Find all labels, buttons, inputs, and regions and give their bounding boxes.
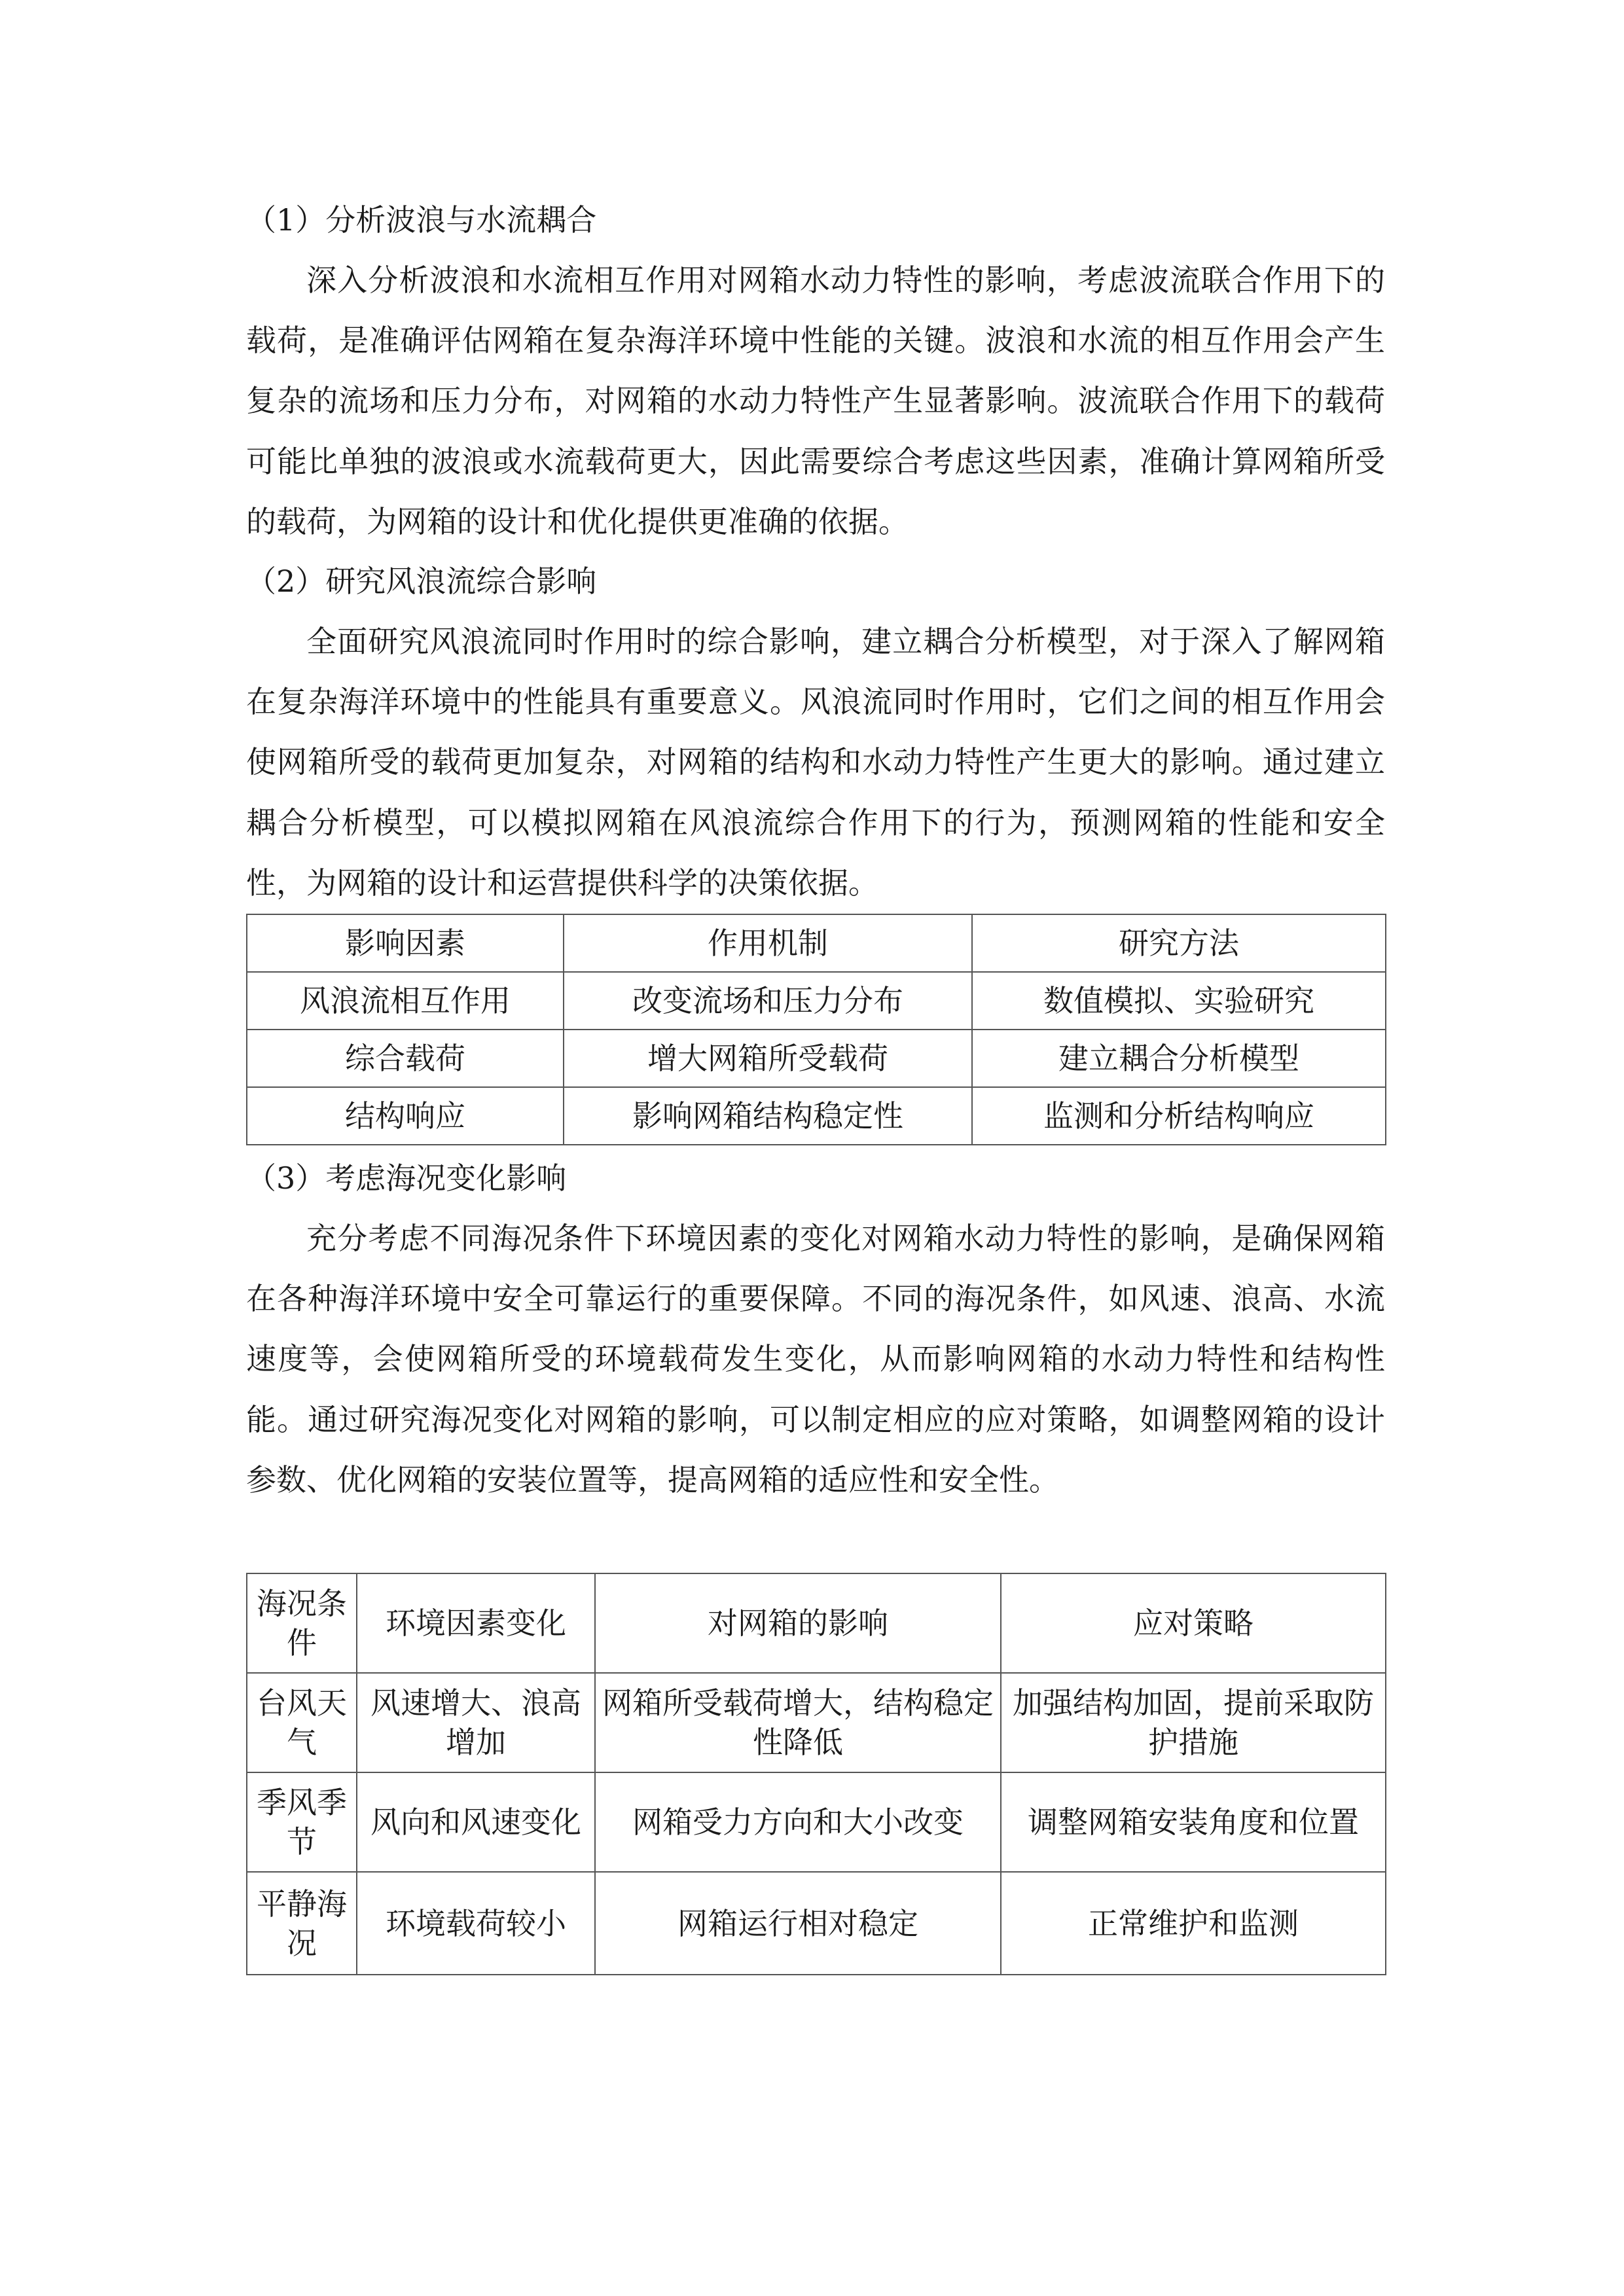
table-row	[247, 1772, 1386, 1872]
table-cell: 结构响应	[247, 1087, 564, 1145]
table-cell: 网箱所受载荷增大，结构稳定性降低	[595, 1673, 1001, 1772]
table-cell: 加强结构加固，提前采取防护措施	[1001, 1673, 1386, 1772]
section-1-heading: （1）分析波浪与水流耦合	[246, 202, 597, 238]
table-header-cell: 应对策略	[1001, 1573, 1386, 1673]
table-cell: 调整网箱安装角度和位置	[1001, 1772, 1386, 1872]
table-header-cell: 影响因素	[247, 914, 564, 972]
table-row	[247, 1087, 1386, 1145]
table-cell: 网箱受力方向和大小改变	[595, 1772, 1001, 1872]
table-header-cell: 环境因素变化	[357, 1573, 595, 1673]
table-cell: 改变流场和压力分布	[564, 972, 972, 1030]
section-3-heading: （3）考虑海况变化影响	[246, 1160, 567, 1196]
table-row	[247, 1030, 1386, 1087]
sea-condition-table	[246, 1573, 1386, 1975]
table-cell: 台风天气	[247, 1673, 357, 1772]
table-cell: 网箱运行相对稳定	[595, 1872, 1001, 1975]
section-2-heading: （2）研究风浪流综合影响	[246, 564, 597, 599]
table-cell: 季风季节	[247, 1772, 357, 1872]
table-cell: 平静海况	[247, 1872, 357, 1975]
table-header-cell: 海况条件	[247, 1573, 357, 1673]
document-page	[246, 190, 1385, 1975]
section-1-paragraph: 深入分析波浪和水流相互作用对网箱水动力特性的影响，考虑波流联合作用下的载荷，是准确评估网箱在复杂海洋环境中性能的关键。波浪和水流的相互作用会产生复杂的流场和压力分布，对网箱的水动力特性产生显著影响。波流联合作用下的载荷可能比单独的波浪或水流载荷更大，因此需要综合考虑这些因素，准确计算网箱所受的载荷，为网箱的设计和优化提供更准确的依据。	[246, 262, 1385, 539]
table-row	[247, 972, 1386, 1030]
table-header-row	[247, 1573, 1386, 1673]
table-cell: 风浪流相互作用	[247, 972, 564, 1030]
table-row	[247, 1673, 1386, 1772]
section-3-paragraph: 充分考虑不同海况条件下环境因素的变化对网箱水动力特性的影响，是确保网箱在各种海洋环境中安全可靠运行的重要保障。不同的海况条件，如风速、浪高、水流速度等，会使网箱所受的环境载荷发生变化，从而影响网箱的水动力特性和结构性能。通过研究海况变化对网箱的影响，可以制定相应的应对策略，如调整网箱的设计参数、优化网箱的安装位置等，提高网箱的适应性和安全性。	[246, 1221, 1385, 1498]
table-row	[247, 1872, 1386, 1975]
table-header-row	[247, 914, 1386, 972]
table-cell: 综合载荷	[247, 1030, 564, 1087]
table-cell: 正常维护和监测	[1001, 1872, 1386, 1975]
section-2-paragraph: 全面研究风浪流同时作用时的综合影响，建立耦合分析模型，对于深入了解网箱在复杂海洋环境中的性能具有重要意义。风浪流同时作用时，它们之间的相互作用会使网箱所受的载荷更加复杂，对网箱的结构和水动力特性产生更大的影响。通过建立耦合分析模型，可以模拟网箱在风浪流综合作用下的行为，预测网箱的性能和安全性，为网箱的设计和运营提供科学的决策依据。	[246, 624, 1385, 901]
table-cell: 风速增大、浪高增加	[357, 1673, 595, 1772]
table-cell: 增大网箱所受载荷	[564, 1030, 972, 1087]
table-cell: 监测和分析结构响应	[972, 1087, 1386, 1145]
table-cell: 环境载荷较小	[357, 1872, 595, 1975]
table-header-cell: 研究方法	[972, 914, 1386, 972]
wind-wave-current-table	[246, 914, 1386, 1145]
table-cell: 风向和风速变化	[357, 1772, 595, 1872]
table-cell: 数值模拟、实验研究	[972, 972, 1386, 1030]
table-cell: 影响网箱结构稳定性	[564, 1087, 972, 1145]
table-cell: 建立耦合分析模型	[972, 1030, 1386, 1087]
table-header-cell: 对网箱的影响	[595, 1573, 1001, 1673]
table-header-cell: 作用机制	[564, 914, 972, 972]
